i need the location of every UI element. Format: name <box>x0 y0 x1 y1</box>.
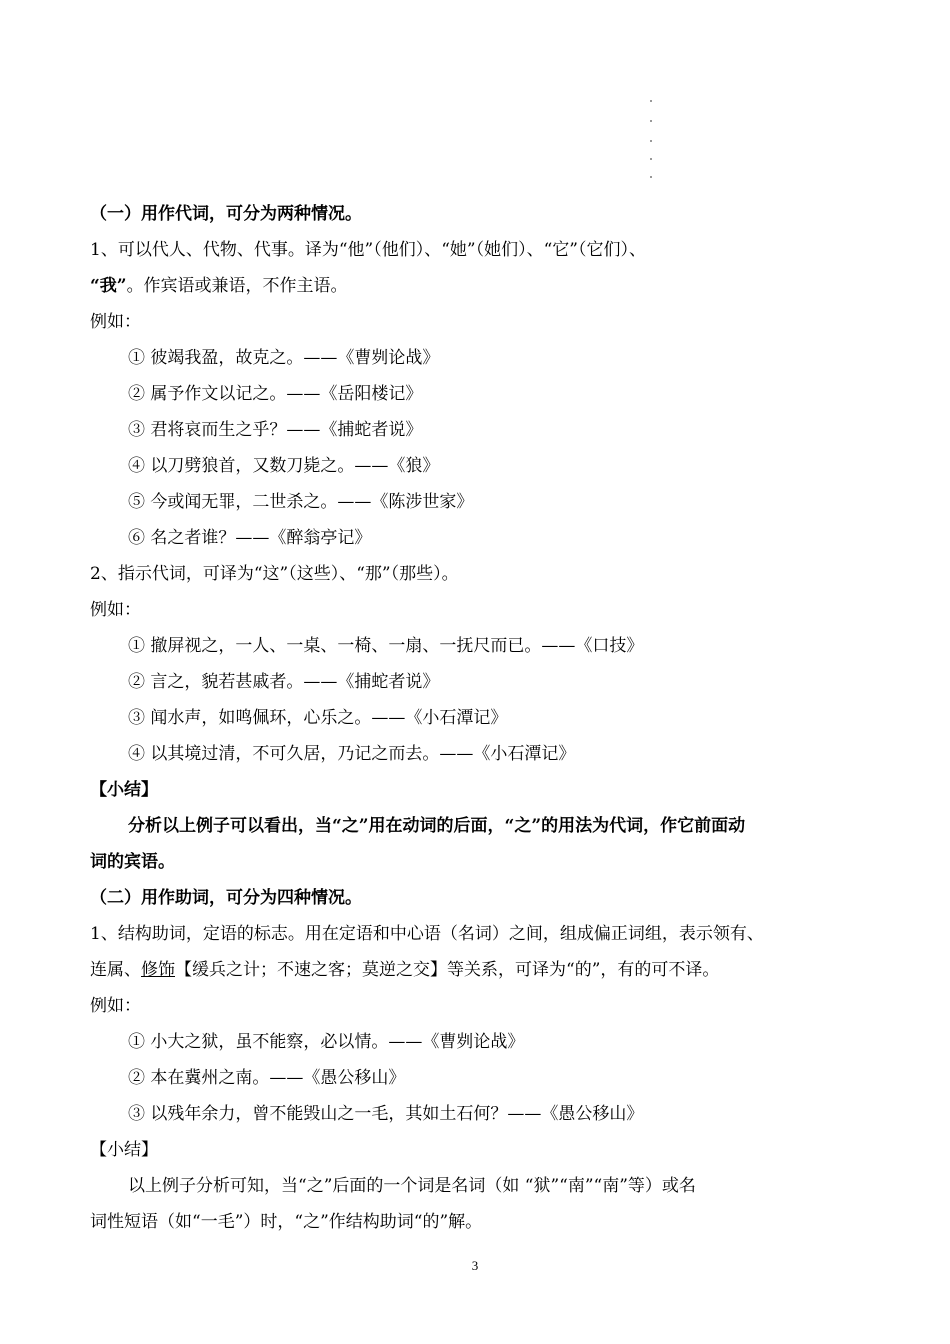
s2-example-label: 例如： <box>90 996 141 1016</box>
s1-example-1: ① 彼竭我盈，故克之。——《曹刿论战》 <box>128 348 440 368</box>
section-1-heading: （一）用作代词，可分为两种情况。 <box>90 204 362 224</box>
s1-point2: 2、指示代词，可译为“这”（这些）、“那”（那些）。 <box>90 564 459 584</box>
s1-summary-line2: 词的宾语。 <box>90 852 175 872</box>
s2-point1-part-b: 【缓兵之计；不速之客；莫逆之交】等关系，可译为“的”，有的可不译。 <box>175 960 720 980</box>
s1-point1-line2 <box>90 268 870 304</box>
s1-summary-line1: 分析以上例子可以看出，当“之”用在动词的后面，“之”的用法为代词，作它前面动 <box>128 816 746 836</box>
s1-example-6: ⑥ 名之者谁？——《醉翁亭记》 <box>128 528 372 548</box>
s1-point1-line1: 1、可以代人、代物、代事。译为“他”（他们）、“她”（她们）、“它”（它们）、 <box>90 240 646 260</box>
s2-point1-part-a: 连属、 <box>90 960 141 980</box>
dot <box>650 176 652 178</box>
s2-point1-line1: 1、结构助词，定语的标志。用在定语和中心语（名词）之间，组成偏正词组，表示领有、 <box>90 924 764 944</box>
section-2-heading: （二）用作助词，可分为四种情况。 <box>90 888 362 908</box>
s1-example-2: ② 属予作文以记之。——《岳阳楼记》 <box>128 384 423 404</box>
dot <box>650 120 652 122</box>
s1-point1-bold-word: “我” <box>90 276 127 296</box>
dot <box>650 100 652 102</box>
s1-point1-rest: 。作宾语或兼语，不作主语。 <box>126 276 348 296</box>
s1-example-4: ④ 以刀劈狼首，又数刀毙之。——《狼》 <box>128 456 440 476</box>
s1-example-label-1: 例如： <box>90 312 141 332</box>
s1-point2-example-3: ③ 闻水声，如鸣佩环，心乐之。——《小石潭记》 <box>128 708 508 728</box>
s2-example-2: ② 本在冀州之南。——《愚公移山》 <box>128 1068 406 1088</box>
s1-point2-example-2: ② 言之，貌若甚戚者。——《捕蛇者说》 <box>128 672 440 692</box>
page-number: 3 <box>471 1258 479 1273</box>
s1-example-3: ③ 君将哀而生之乎？——《捕蛇者说》 <box>128 420 423 440</box>
dot <box>650 140 652 142</box>
s2-summary-label: 【小结】 <box>90 1140 158 1160</box>
s2-example-3: ③ 以残年余力，曾不能毁山之一毛，其如土石何？——《愚公移山》 <box>128 1104 644 1124</box>
s2-underlined-word: 修饰 <box>141 960 175 980</box>
s2-summary-line2: 词性短语（如“一毛”）时，“之”作结构助词“的”解。 <box>90 1212 483 1232</box>
s1-point2-example-1: ① 撤屏视之，一人、一桌、一椅、一扇、一抚尺而已。——《口技》 <box>128 636 644 656</box>
s1-example-5: ⑤ 今或闻无罪，二世杀之。——《陈涉世家》 <box>128 492 474 512</box>
s1-point2-example-4: ④ 以其境过清，不可久居，乃记之而去。——《小石潭记》 <box>128 744 576 764</box>
dot <box>650 158 652 160</box>
s2-example-1: ① 小大之狱，虽不能察，必以情。——《曹刿论战》 <box>128 1032 525 1052</box>
s2-summary-line1: 以上例子分析可知，当“之”后面的一个词是名词（如 “狱”“南”“南”等）或名 <box>128 1176 696 1196</box>
s1-summary-label: 【小结】 <box>90 780 158 800</box>
s1-example-label-2: 例如： <box>90 600 141 620</box>
s2-point1-line2 <box>90 952 870 988</box>
document-body <box>90 196 870 1240</box>
